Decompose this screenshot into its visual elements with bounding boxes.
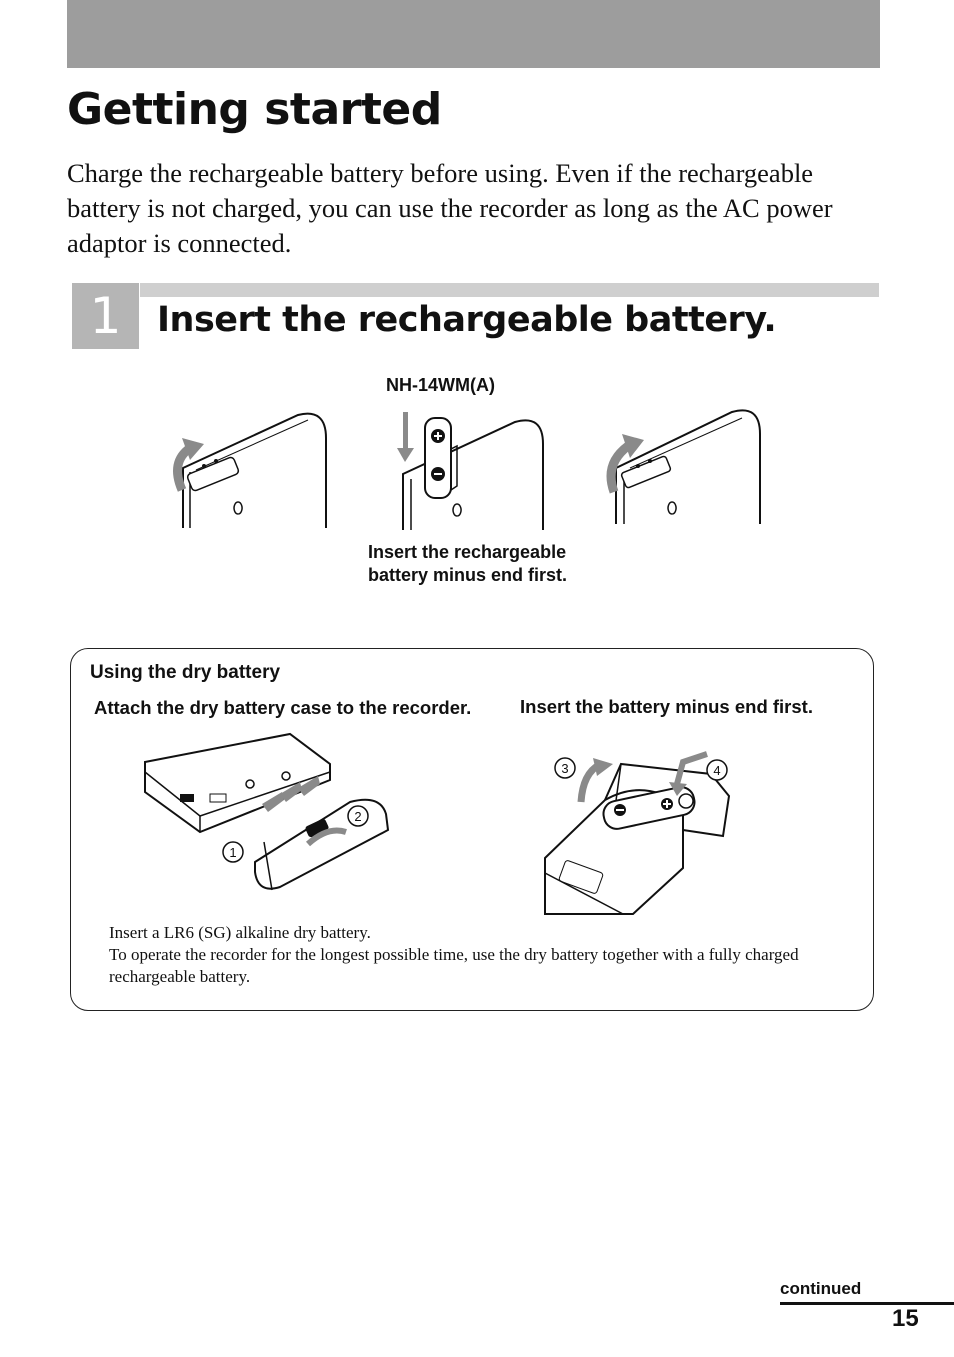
recorder-close-lid-illustration <box>600 406 765 528</box>
insert-caption-line-1: Insert the rechargeable <box>368 542 567 562</box>
dry-battery-title: Using the dry battery <box>90 662 281 683</box>
marker-2: 2 <box>354 809 362 824</box>
insert-minus-caption: Insert the battery minus end first. <box>520 696 813 717</box>
marker-3: 3 <box>561 761 569 776</box>
page-number: 15 <box>892 1305 919 1332</box>
attach-battery-case-illustration <box>140 732 395 897</box>
insert-caption-line-2: battery minus end first. <box>368 565 568 585</box>
step-number: 1 <box>72 283 139 349</box>
battery-model-label: NH-14WM(A) <box>386 375 495 395</box>
step-title: Insert the rechargeable battery. <box>157 300 777 340</box>
attach-case-caption: Attach the dry battery case to the recorder. <box>94 697 472 718</box>
footer-rule <box>780 1302 954 1305</box>
insert-battery-caption <box>368 541 567 587</box>
intro-paragraph: Charge the rechargeable battery before using. Even if the rechargeable battery is not charged, you can use the recorder as long as the AC power adaptor is connected. <box>67 158 833 258</box>
step-bar <box>140 283 879 297</box>
marker-1: 1 <box>229 845 237 860</box>
recorder-open-lid-illustration <box>168 410 333 530</box>
continued-label: continued <box>780 1279 862 1298</box>
recorder-insert-battery-illustration <box>395 404 550 534</box>
page-title: Getting started <box>67 84 442 135</box>
header-bar <box>67 0 880 68</box>
note-line-1: Insert a LR6 (SG) alkaline dry battery. <box>109 923 371 942</box>
note-line-2: To operate the recorder for the longest possible time, use the dry battery together with a fully charged rechargeable battery. <box>109 945 799 986</box>
insert-dry-battery-illustration <box>543 748 738 916</box>
dry-battery-note <box>109 922 829 988</box>
marker-4: 4 <box>713 763 721 778</box>
